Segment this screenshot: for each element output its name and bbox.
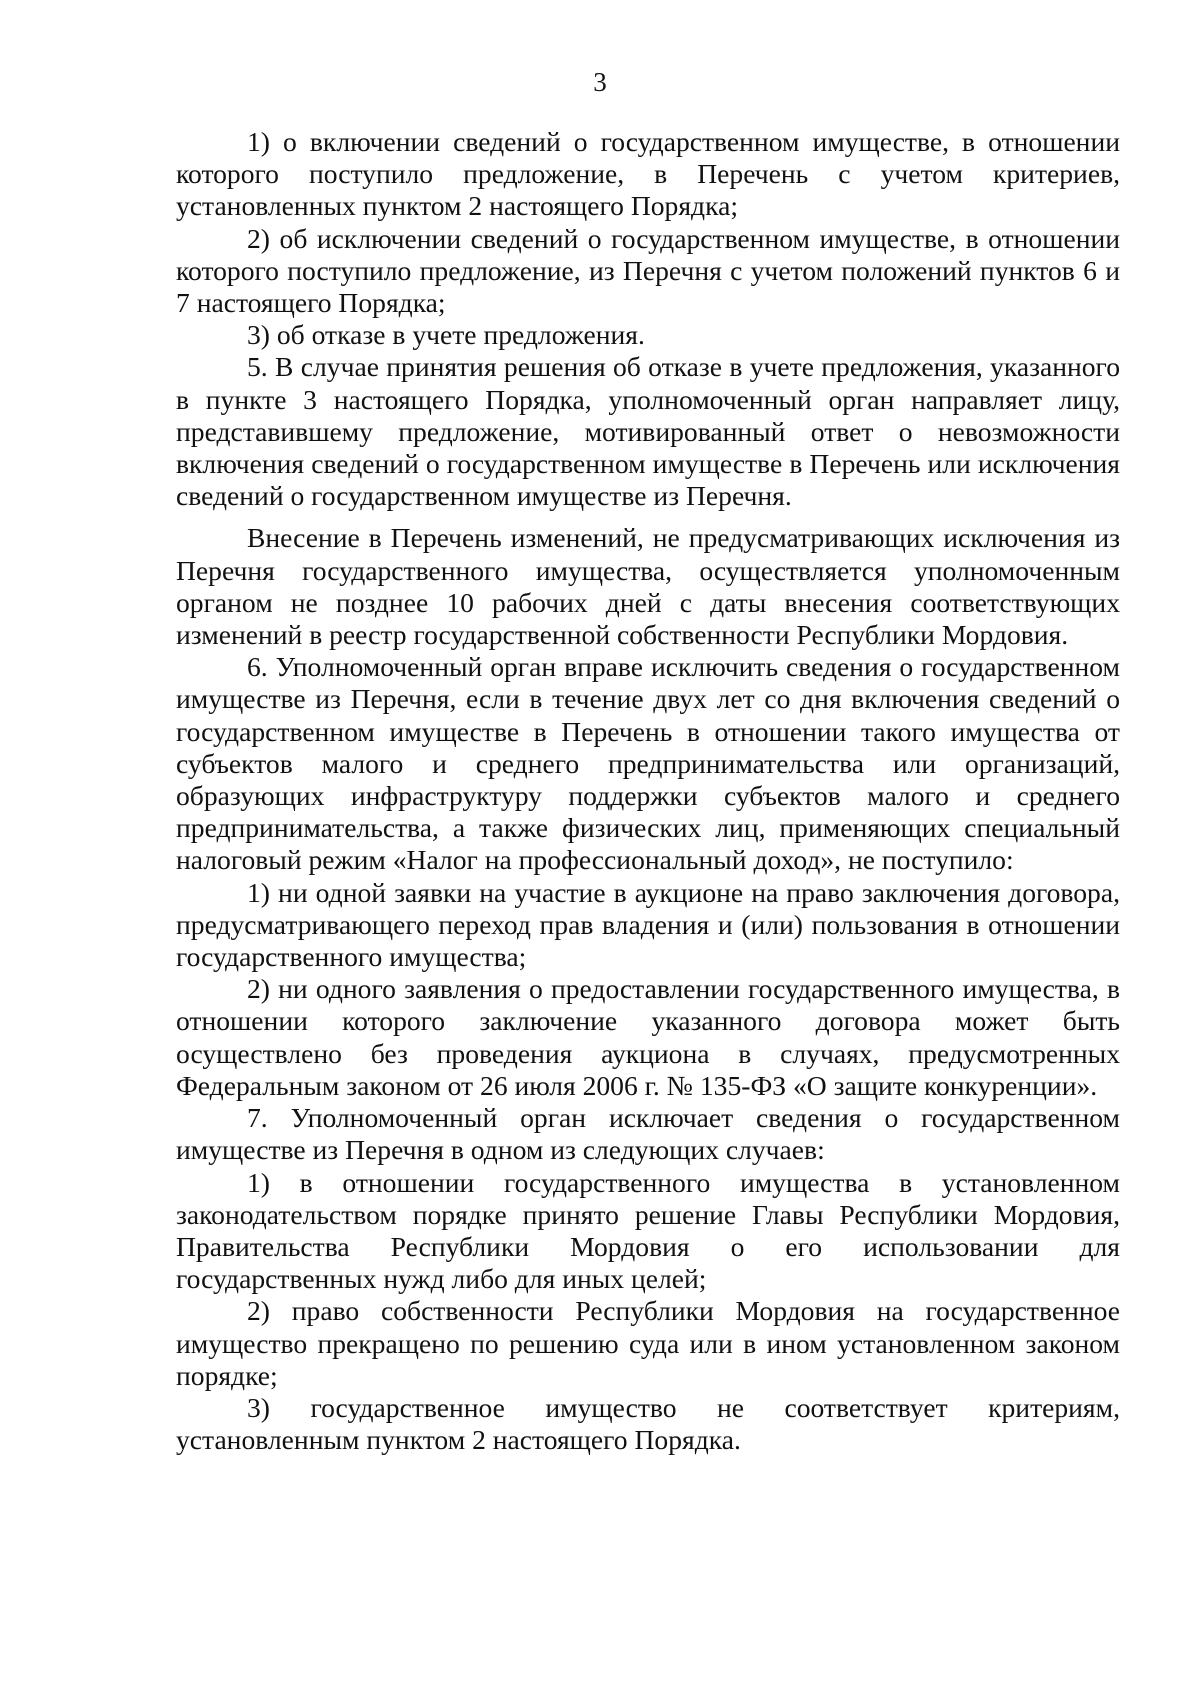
paragraph-clause-7-item-3: 3) государственное имущество не соответствует критериям, установленным пунктом 2 настоящего Порядка. [176,1391,1120,1456]
paragraph-clause-7: 7. Уполномоченный орган исключает сведения о государственном имуществе из Перечня в одном из следующих случаев: [176,1102,1120,1166]
paragraph-amendments: Внесение в Перечень изменений, не предусматривающих исключения из Перечня государственного имущества, осуществляется уполномоченным органом не позднее 10 рабочих дней с даты внесения соответствующих изменений в реестр государственной собственности Республики Мордовия. [176,522,1120,651]
paragraph-clause-5: 5. В случае принятия решения об отказе в учете предложения, указанного в пункте 3 настоящего Порядка, уполномоченный орган направляет лицу, представившему предложение, мотивированный ответ о невозможности включения сведений о государственном имуществе в Перечень или исключения сведений о государственном имуществе из Перечня. [176,351,1120,512]
paragraph-clause-7-item-1: 1) в отношении государственного имущества в установленном законодательством порядке принято решение Главы Республики Мордовия, Правительства Республики Мордовия о его использовании для государственных нужд либо для иных целей; [176,1166,1120,1295]
paragraph-item-3: 3) об отказе в учете предложения. [247,319,645,351]
document-body [176,126,1120,1456]
page-number: 3 [593,67,607,97]
paragraph-clause-7-item-2: 2) право собственности Республики Мордовия на государственное имущество прекращено по решению суда или в ином установленном законом порядке; [176,1295,1120,1391]
paragraph-clause-6-item-2: 2) ни одного заявления о предоставлении государственного имущества, в отношении которого заключение указанного договора может быть осуществлено без проведения аукциона в случаях, предусмотренных Федеральным законом от 26 июля 2006 г. № 135-ФЗ «О защите конкуренции». [176,973,1120,1101]
paragraph-item-1: 1) о включении сведений о государственном имуществе, в отношении которого поступило предложение, в Перечень с учетом критериев, установленных пунктом 2 настоящего Порядка; [176,126,1120,222]
paragraph-clause-6-item-1: 1) ни одной заявки на участие в аукционе на право заключения договора, предусматривающего переход прав владения и (или) пользования в отношении государственного имущества; [176,876,1120,973]
paragraph-item-2: 2) об исключении сведений о государственном имуществе, в отношении которого поступило предложение, из Перечня с учетом положений пунктов 6 и 7 настоящего Порядка; [176,222,1120,319]
paragraph-clause-6: 6. Уполномоченный орган вправе исключить сведения о государственном имуществе из Перечня, если в течение двух лет со дня включения сведений о государственном имуществе в Перечень в отношении такого имущества от субъектов малого и среднего предпринимательства или организаций, образующих инфраструктуру поддержки субъектов малого и среднего предпринимательства, а также физических лиц, применяющих специальный налоговый режим «Налог на профессиональный доход», не поступило: [176,651,1120,876]
